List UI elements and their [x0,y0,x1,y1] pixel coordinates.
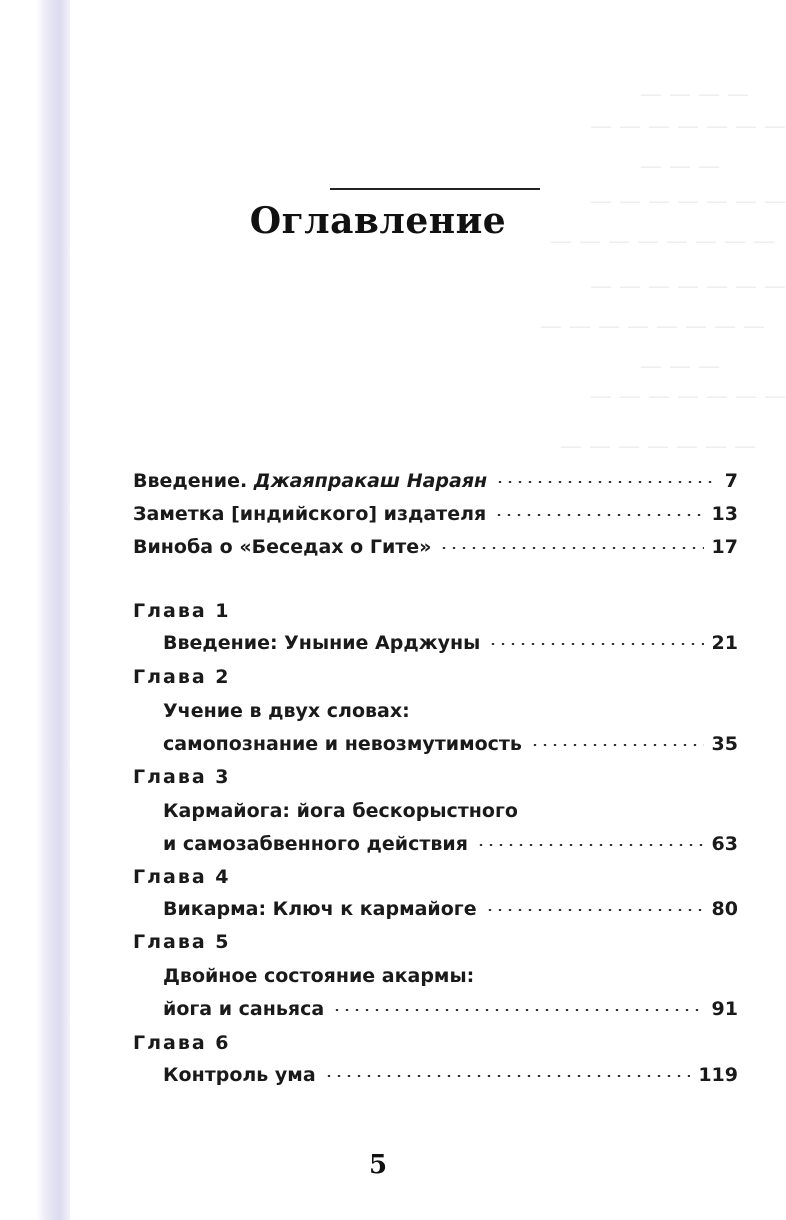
toc-entry-label-line: Двойное состояние акармы: [163,965,475,987]
toc-entry-chapter-5[interactable] [163,998,738,1020]
toc-entry-label: Викарма: Ключ к кармайоге [163,898,477,920]
toc-page-number: 119 [698,1064,738,1086]
page-title: Оглавление [249,200,507,242]
toc-entry-vinoba[interactable] [133,536,738,558]
toc-entry-label: Введение: Уныние Арджуны [163,632,481,654]
leader-dots [530,744,704,746]
toc-page-number: 7 [724,470,738,492]
toc-page-number: 13 [711,503,738,525]
chapter-heading: Глава 3 [133,766,231,788]
toc-entry-chapter-4[interactable] [163,898,738,920]
toc-entry-label: йога и саньяса [163,998,325,1020]
toc-entry-chapter-1[interactable] [163,632,738,654]
leader-dots [476,844,704,846]
toc-entry-publisher-note[interactable] [133,503,738,525]
leader-dots [439,547,703,549]
toc-page-number: 35 [711,733,738,755]
toc-entry-label: Заметка [индийского] издателя [133,503,487,525]
toc-entry-label: Введение. Джаяпракаш Нараян [133,470,488,492]
leader-dots [494,514,703,516]
chapter-heading: Глава 6 [133,1032,231,1054]
page-gutter-shadow [36,0,70,1220]
chapter-heading: Глава 5 [133,931,231,953]
toc-page-number: 80 [711,898,738,920]
leader-dots [485,909,704,911]
leader-dots [495,481,717,483]
toc-entry-intro[interactable] [133,470,738,492]
toc-page-number: 63 [711,833,738,855]
chapter-heading: Глава 2 [133,666,231,688]
toc-entry-label: самопознание и невозмутимость [163,733,522,755]
show-through-text: — — — — — — — — — — — — — — — — — — — — — — — — — — — — — — — — — — — — — — — — — — — — — — — — — — — — — — — — — — — — — [540,82,786,459]
title-rule [330,188,540,190]
leader-dots [488,643,703,645]
toc-page-number: 91 [711,998,738,1020]
toc-entry-chapter-6[interactable] [163,1064,738,1086]
chapter-heading: Глава 4 [133,866,231,888]
chapter-heading: Глава 1 [133,600,231,622]
toc-page-number: 17 [711,536,738,558]
toc-entry-label-line: Учение в двух словах: [163,700,410,722]
leader-dots [324,1075,691,1077]
leader-dots [332,1009,703,1011]
toc-entry-chapter-2[interactable] [163,733,738,755]
toc-entry-label: Контроль ума [163,1064,316,1086]
toc-entry-chapter-3[interactable] [163,833,738,855]
toc-entry-label: Виноба о «Беседах о Гите» [133,536,432,558]
toc-page-number: 21 [711,632,738,654]
page-number: 5 [368,1150,388,1180]
toc-entry-label-line: Кармайога: йога бескорыстного [163,800,518,822]
toc-entry-label: и самозабвенного действия [163,833,468,855]
